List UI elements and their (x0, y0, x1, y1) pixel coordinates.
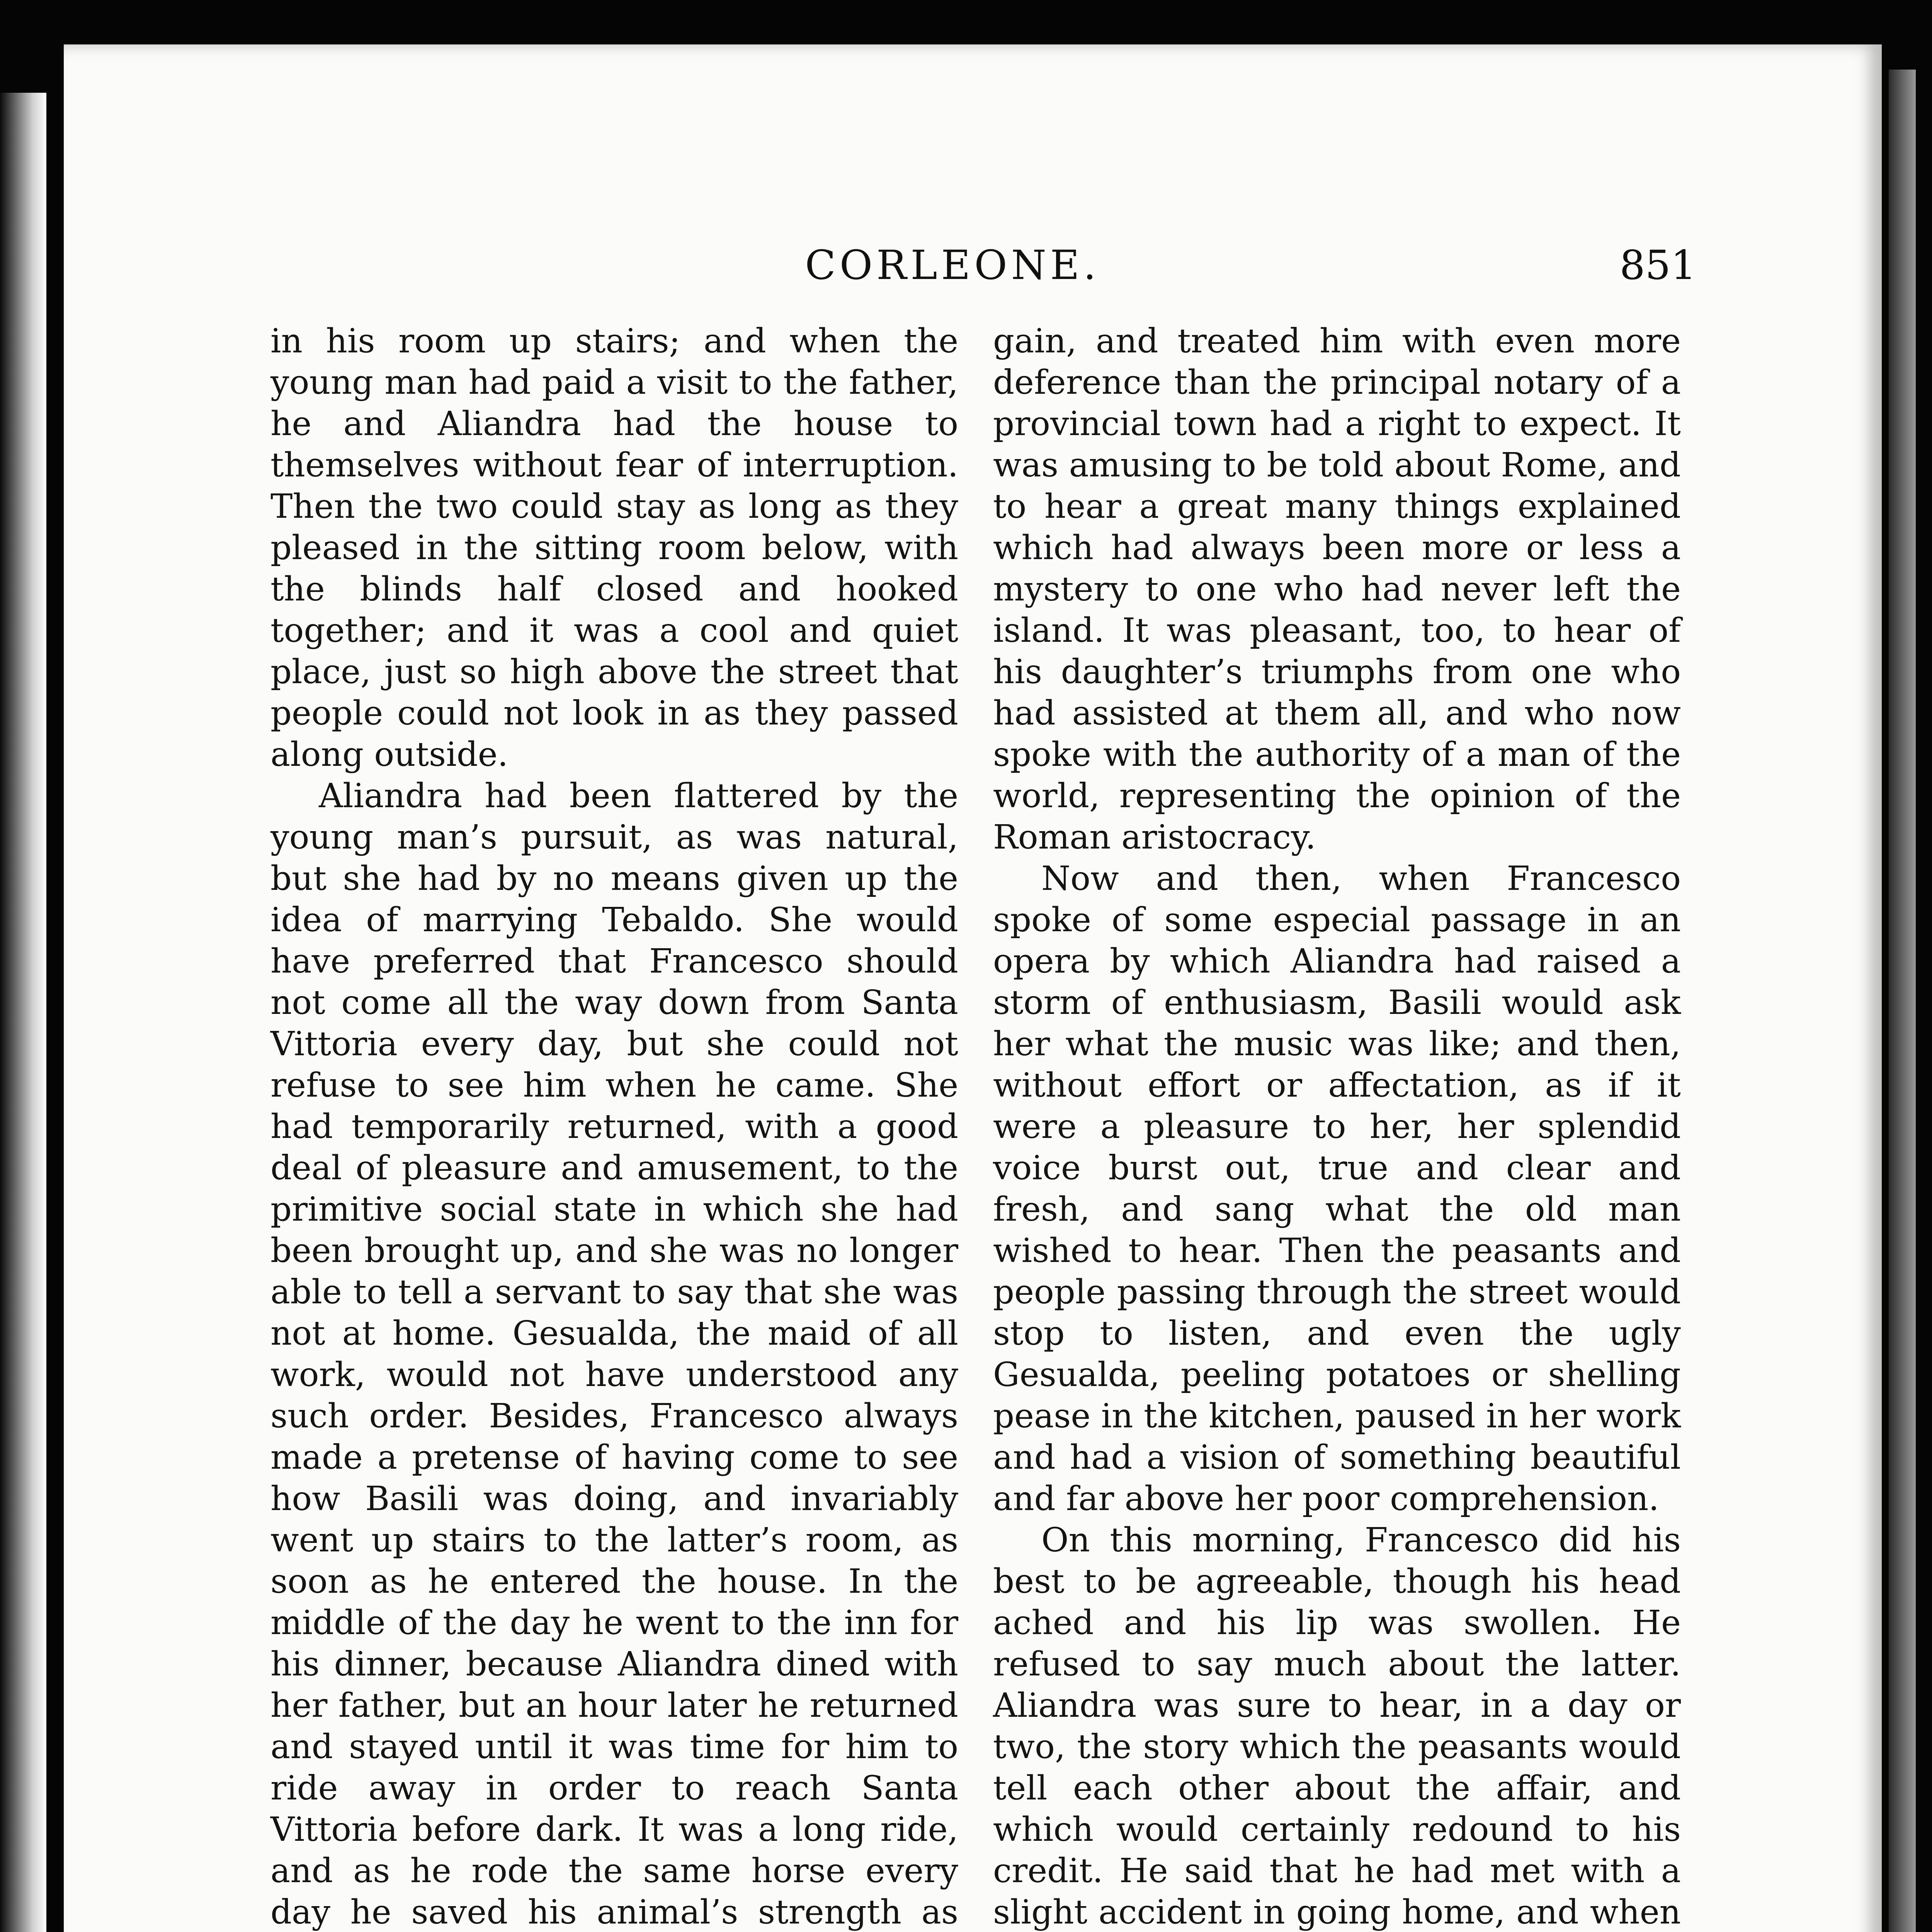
paragraph: On this morning, Francesco did his best to be agreeable, though his head ached and his lip was swollen. He refused to say much about the latter. Aliandra was sure to hear, in a day or two, the story which the peasants would tell each other about the affair, and which would certainly redound to his credit. He said that he had met with a slight accident in going home, and when (993, 1521, 1681, 1932)
paragraph: gain, and treated him with even more deference than the principal notary of a provincial town had a right to expect. It was amusing to be told about Rome, and to hear a great many things explained which had always been more or less a mystery to one who had never left the island. It was pleasant, too, to hear of his daughter’s triumphs from one who had assisted at them all, and who now spoke with the authority of a man of the world, representing the opinion of the Roman aristocracy. (993, 322, 1681, 857)
previous-page-edge (0, 93, 46, 1932)
page-header (209, 242, 1696, 303)
right-column (993, 321, 1681, 1932)
paragraph: Now and then, when Francesco spoke of some especial passage in an opera by which Aliandra had raised a storm of enthusiasm, Basili would ask her what the music was like; and then, without effort or affectation, as if it were a pleasure to her, her splendid voice burst out, true and clear and fresh, and sang what the old man wished to hear. Then the peasants and people passing through the street would stop to listen, and even the ugly Gesualda, peeling potatoes or shelling pease in the kitchen, paused in her work and had a vision of something beautiful and far above her poor comprehension. (993, 859, 1681, 1518)
paragraph: in his room up stairs; and when the young man had paid a visit to the father, he and Aliandra had the house to themselves without fear of interruption. Then the two could stay as long as they pleased in the sitting room below, with the blinds half closed and hooked together; and it was a cool and quiet place, just so high above the street that people could not look in as they passed along outside. (270, 322, 958, 774)
left-column (270, 321, 958, 1932)
paragraph: Aliandra had been flattered by the young man’s pursuit, as was natural, but she had by no means given up the idea of marrying Tebaldo. She would have preferred that Francesco should not come all the way down from Santa Vittoria every day, but she could not refuse to see him when he came. She had temporarily returned, with a good deal of pleasure and amusement, to the primitive social state in which she had been brought up, and she was no longer able to tell a servant to say that she was not at home. Gesualda, the maid of all work, would not have understood any such order. Besides, Francesco always made a pretense of having come to see how Basili was doing, and invariably went up stairs to the latter’s room, as soon as he entered the house. In the middle of the day he went to the inn for his dinner, because Aliandra dined with her father, but an hour later he returned and stayed until it was time for him to ride away in order to reach Santa Vittoria before dark. It was a long ride, and as he rode the same horse every day he saved his animal’s strength as (270, 777, 958, 1932)
running-title: CORLEONE. (805, 242, 1100, 289)
page-number: 851 (1619, 242, 1696, 289)
page-binding-shadow (1889, 70, 1916, 1932)
